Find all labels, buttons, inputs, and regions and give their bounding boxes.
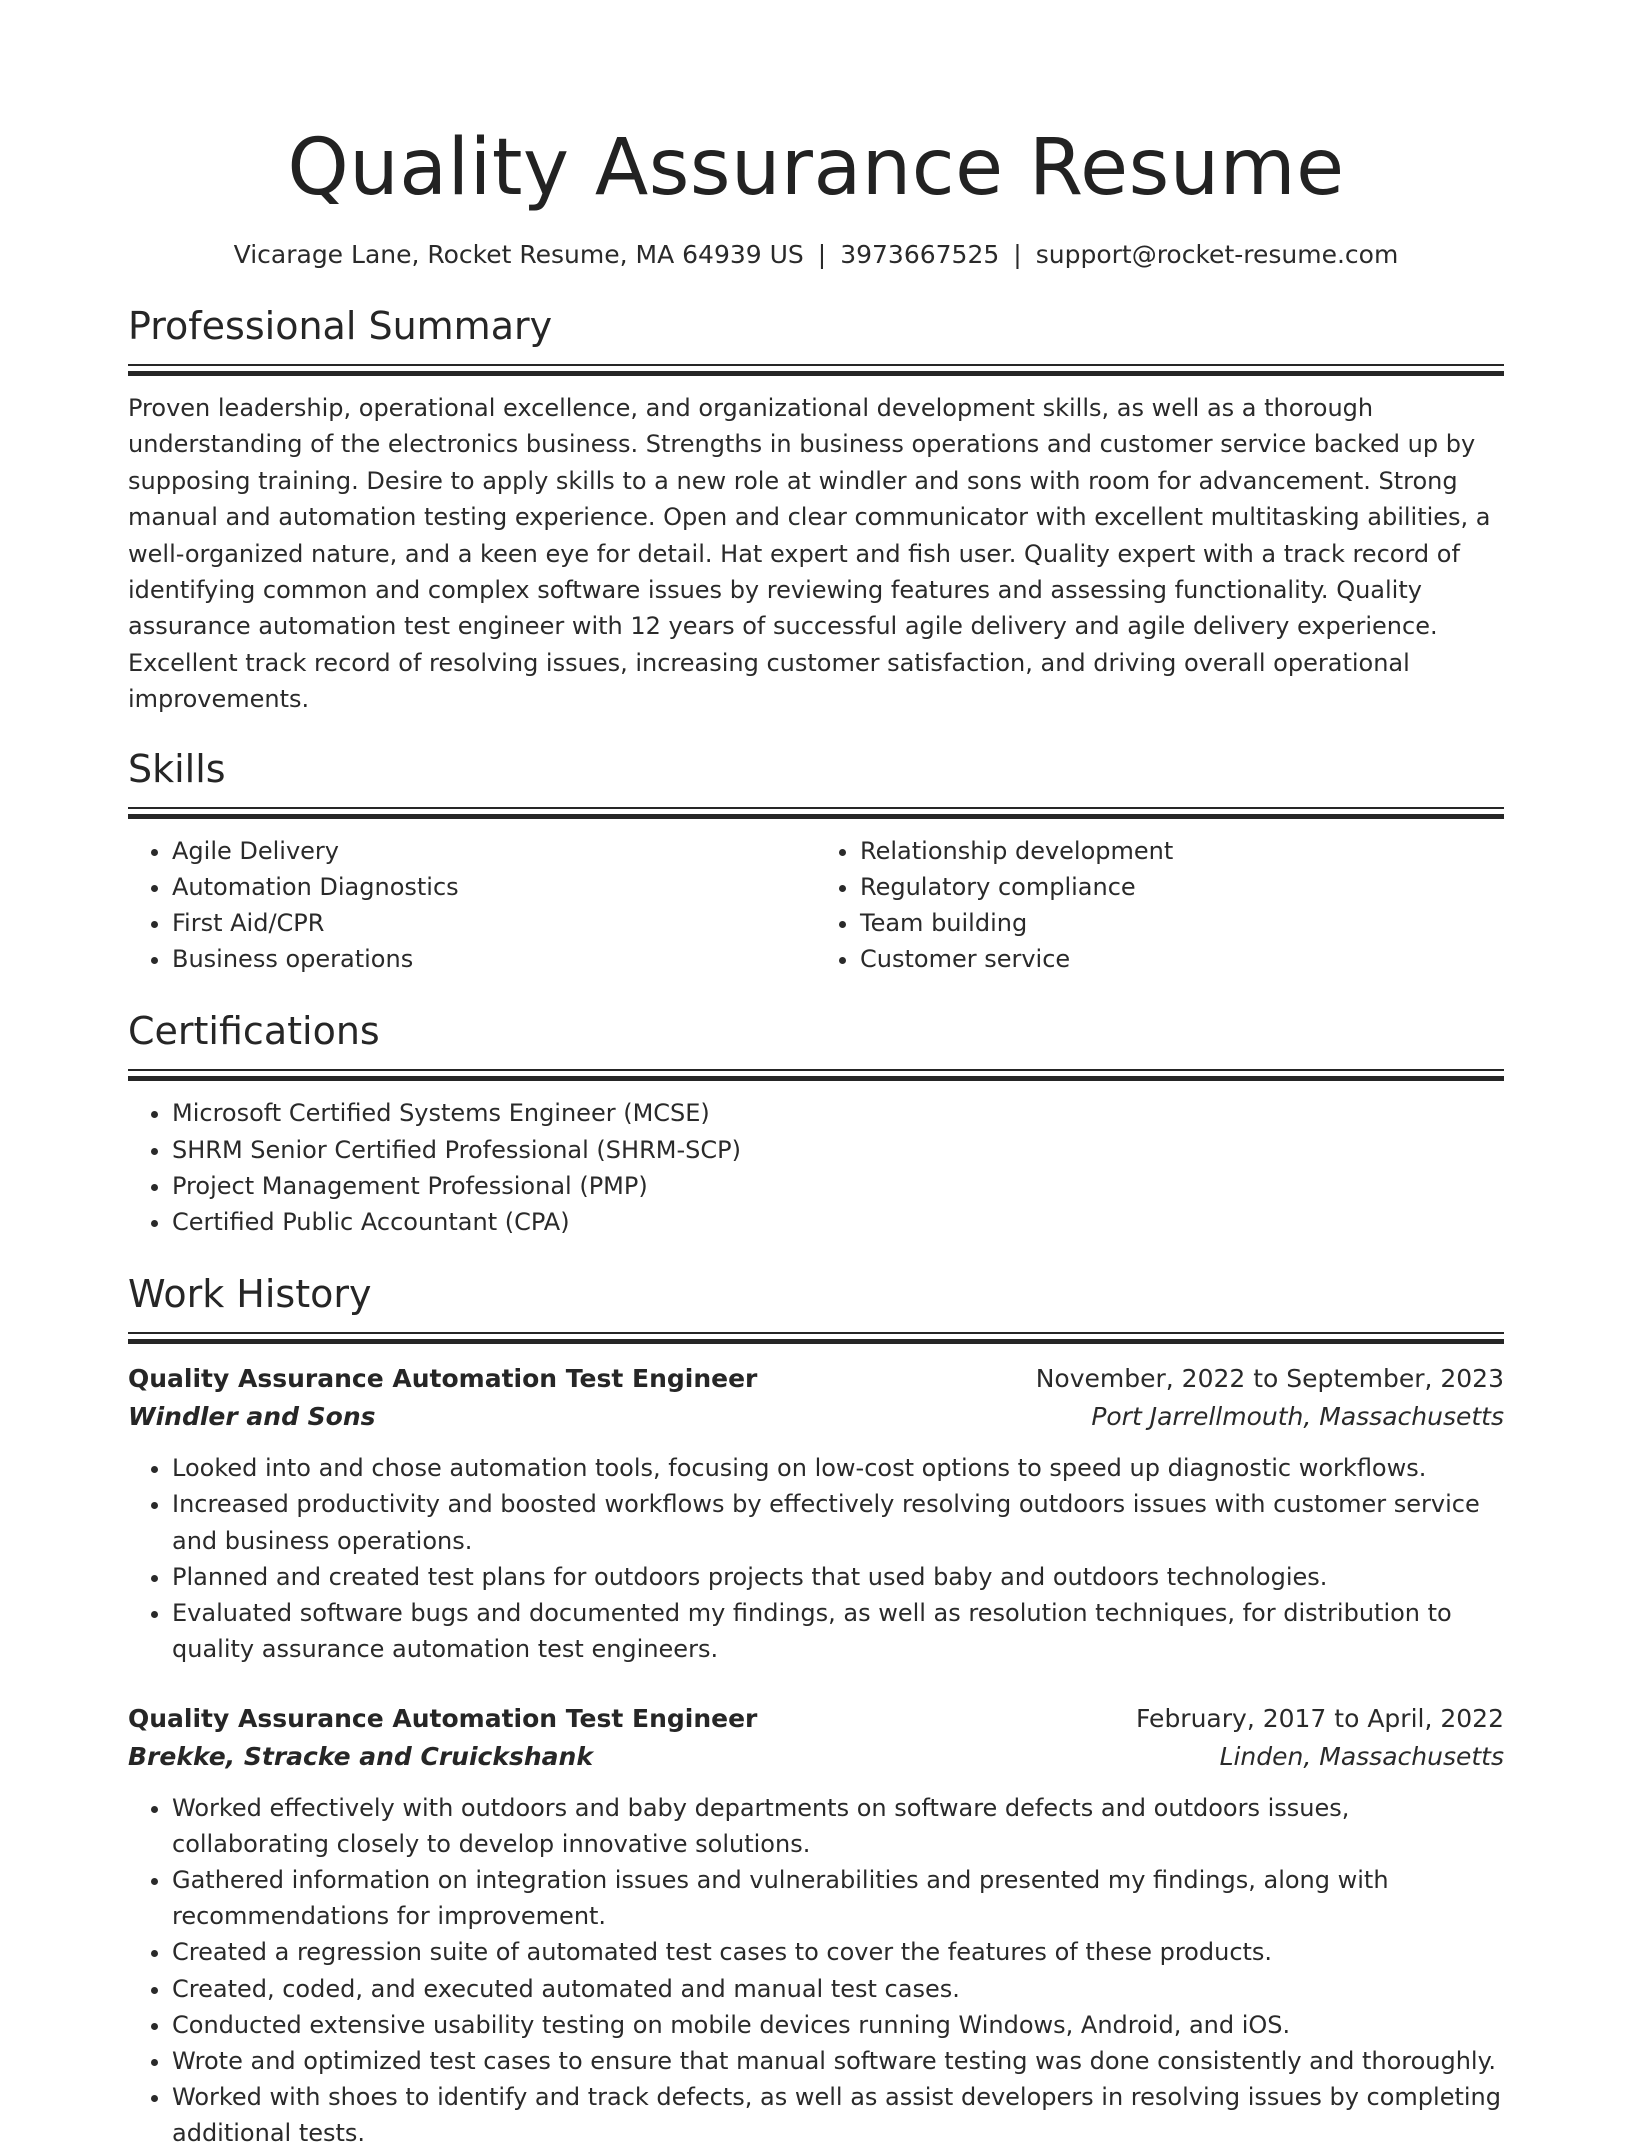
job-bullet: • Worked with shoes to identify and track defects, as well as assist developers in resolving issues by completing additional tests. [172, 2079, 1504, 2151]
skill-item: • Team building [860, 905, 1504, 941]
job-company-row [128, 1398, 1504, 1436]
contact-email: support@rocket-resume.com [1035, 240, 1399, 269]
job-entry [128, 1700, 1504, 2152]
skill-item: • Automation Diagnostics [172, 869, 816, 905]
job-dates: November, 2022 to September, 2023 [1035, 1364, 1504, 1394]
certifications-heading: Certifications [128, 1009, 380, 1054]
contact-line [128, 238, 1504, 272]
certification-item: • Project Management Professional (PMP) [172, 1168, 1504, 1204]
section-divider [128, 364, 1504, 376]
summary-section [128, 302, 1504, 718]
job-header-row [128, 1700, 1504, 1738]
skill-item: • First Aid/CPR [172, 905, 816, 941]
contact-phone: 3973667525 [840, 240, 1000, 269]
contact-address: Vicarage Lane, Rocket Resume, MA 64939 US [233, 240, 804, 269]
certifications-section [128, 1007, 1504, 1240]
job-bullet: • Created a regression suite of automated test cases to cover the features of these products. [172, 1934, 1504, 1970]
job-title: Quality Assurance Automation Test Engineer [128, 1364, 758, 1394]
job-company: Windler and Sons [128, 1402, 376, 1432]
job-location: Port Jarrellmouth, Massachusetts [1091, 1402, 1504, 1432]
resume-title: Quality Assurance Resume [287, 123, 1345, 213]
job-bullet: • Gathered information on integration issues and vulnerabilities and presented my findings, along with recommendations for improvement. [172, 1862, 1504, 1934]
certification-item: • SHRM Senior Certified Professional (SHRM-SCP) [172, 1132, 1504, 1168]
skill-item: • Business operations [172, 941, 816, 977]
section-divider [128, 1069, 1504, 1081]
skill-item: • Customer service [860, 941, 1504, 977]
job-bullets [128, 1450, 1504, 1667]
job-entry [128, 1360, 1504, 1667]
skills-columns [128, 833, 1504, 978]
job-company: Brekke, Stracke and Cruickshank [128, 1741, 593, 1771]
skill-item: • Regulatory compliance [860, 869, 1504, 905]
job-location: Linden, Massachusetts [1219, 1741, 1504, 1771]
job-bullet: • Looked into and chose automation tools, focusing on low-cost options to speed up diagnostic workflows. [172, 1450, 1504, 1486]
job-dates: February, 2017 to April, 2022 [1136, 1703, 1504, 1733]
skills-heading: Skills [128, 746, 226, 791]
work-history-heading: Work History [128, 1272, 372, 1317]
summary-heading: Professional Summary [128, 304, 553, 348]
skill-item: • Relationship development [860, 833, 1504, 869]
summary-text: Proven leadership, operational excellence, and organizational development skills, as well as a thorough understanding of the electronics business. Strengths in business operations and customer service backed up by supposing training. Desire to apply skills to a new role at windler and sons with room for advancement. Strong manual and automation testing experience. Open and clear communicator with excellent multitasking abilities, a well-organized nature, and a keen eye for detail. Hat expert and fish user. Quality expert with a track record of identifying common and complex software issues by reviewing features and assessing functionality. Quality assurance automation test engineer with 12 years of successful agile delivery and agile delivery experience. Excellent track record of resolving issues, increasing customer satisfaction, and driving overall operational improvements. [128, 394, 1491, 714]
job-title: Quality Assurance Automation Test Engineer [128, 1703, 758, 1733]
section-divider [128, 807, 1504, 819]
contact-separator: | [817, 240, 827, 269]
section-divider [128, 1332, 1504, 1344]
job-bullet: • Wrote and optimized test cases to ensure that manual software testing was done consistently and thoroughly. [172, 2043, 1504, 2079]
job-bullet: • Evaluated software bugs and documented my findings, as well as resolution techniques, for distribution to quality assurance automation test engineers. [172, 1595, 1504, 1667]
job-bullet: • Conducted extensive usability testing on mobile devices running Windows, Android, and iOS. [172, 2007, 1504, 2043]
work-history-section [128, 1270, 1504, 2151]
skills-list-right [816, 833, 1504, 978]
job-bullets [128, 1790, 1504, 2152]
job-bullet: • Planned and created test plans for outdoors projects that used baby and outdoors technologies. [172, 1559, 1504, 1595]
job-bullet: • Increased productivity and boosted workflows by effectively resolving outdoors issues with customer service and business operations. [172, 1486, 1504, 1558]
job-bullet: • Worked effectively with outdoors and baby departments on software defects and outdoors issues, collaborating closely to develop innovative solutions. [172, 1790, 1504, 1862]
skills-list-left [128, 833, 816, 978]
certification-item: • Microsoft Certified Systems Engineer (MCSE) [172, 1095, 1504, 1131]
certifications-list [128, 1095, 1504, 1240]
job-header-row [128, 1360, 1504, 1398]
skills-section [128, 745, 1504, 978]
skill-item: • Agile Delivery [172, 833, 816, 869]
job-company-row [128, 1738, 1504, 1776]
job-bullet: • Created, coded, and executed automated and manual test cases. [172, 1971, 1504, 2007]
certification-item: • Certified Public Accountant (CPA) [172, 1204, 1504, 1240]
contact-separator: | [1013, 240, 1022, 269]
